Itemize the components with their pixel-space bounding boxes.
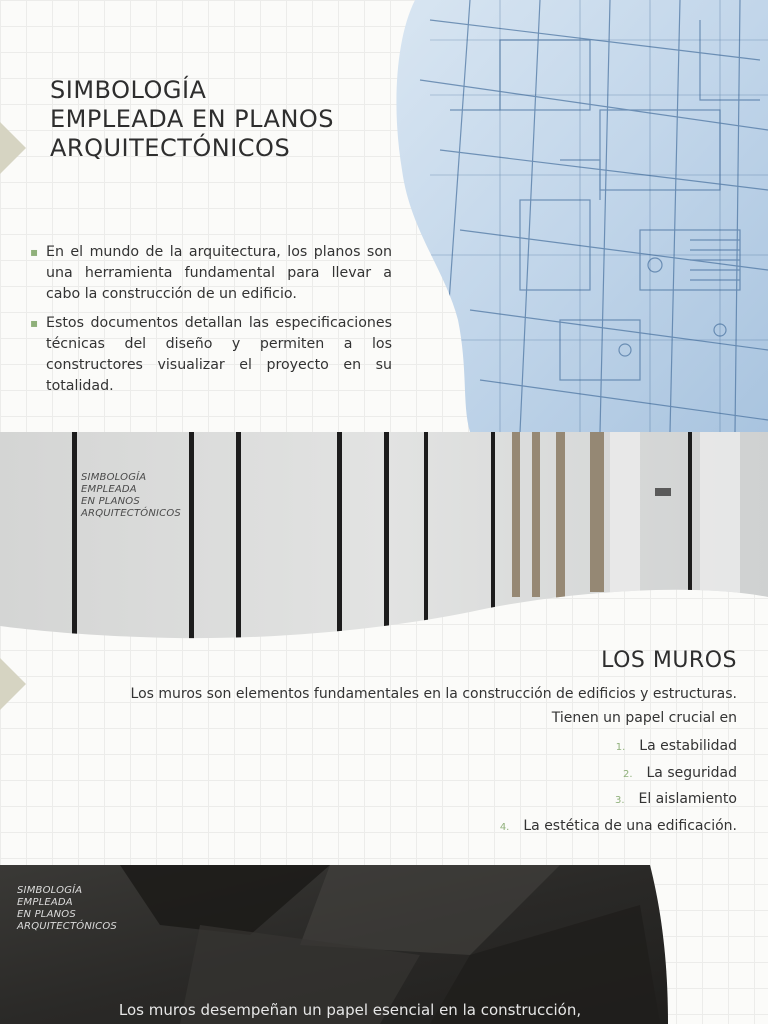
muros-paragraph-line: Los muros son elementos fundamentales en la construcción de edificios y estructuras. bbox=[130, 686, 737, 702]
bullet-text: En el mundo de la arquitectura, los planos son una herramienta fundamental para llevar a cabo la construcción de un edificio. bbox=[46, 244, 392, 302]
overlay-title-line: ARQUITECTÓNICOS bbox=[81, 508, 181, 519]
overlay-title-line: EMPLEADA bbox=[81, 484, 137, 495]
list-text: La estética de una edificación. bbox=[523, 817, 737, 834]
decorative-arrow-marker bbox=[0, 658, 26, 710]
intro-bullet-list bbox=[30, 242, 392, 405]
page-title bbox=[50, 76, 390, 163]
list-number: 1. bbox=[615, 742, 626, 753]
overlay-title-line: EN PLANOS bbox=[81, 496, 140, 507]
photo-overlay-title bbox=[81, 472, 181, 520]
overlay-title-line: ARQUITECTÓNICOS bbox=[17, 921, 117, 932]
muros-description: Los muros desempeñan un papel esencial en la construcción, bbox=[118, 1001, 582, 1019]
list-number: 3. bbox=[614, 795, 625, 806]
title-line: ARQUITECTÓNICOS bbox=[50, 134, 291, 162]
bullet-item bbox=[30, 242, 392, 305]
roles-numbered-list bbox=[500, 734, 737, 840]
bullet-text: Estos documentos detallan las especificaciones técnicas del diseño y permiten a los constructores visualizar el proyecto en su totalidad. bbox=[46, 315, 392, 394]
list-item bbox=[500, 814, 737, 841]
list-text: La estabilidad bbox=[639, 738, 737, 754]
list-number: 4. bbox=[499, 821, 510, 833]
slide-intro bbox=[0, 0, 768, 432]
overlay-title-line: SIMBOLOGÍA bbox=[17, 885, 83, 896]
list-text: La seguridad bbox=[646, 764, 737, 781]
bullet-item bbox=[30, 313, 392, 397]
list-item bbox=[500, 734, 737, 761]
slide-los-muros bbox=[0, 432, 768, 865]
muros-paragraph-line: Tienen un papel crucial en bbox=[551, 710, 737, 726]
square-bullet-icon: ▪ bbox=[30, 245, 39, 259]
slide-dark-photo bbox=[0, 865, 768, 1024]
decorative-arrow-marker bbox=[0, 122, 26, 174]
overlay-title-line: EMPLEADA bbox=[17, 897, 73, 908]
title-line: EMPLEADA EN PLANOS bbox=[50, 105, 335, 133]
list-text: El aislamiento bbox=[638, 791, 737, 807]
section-heading: LOS MUROS bbox=[601, 648, 737, 673]
square-bullet-icon: ▪ bbox=[30, 316, 39, 330]
photo-overlay-title bbox=[17, 885, 117, 933]
overlay-title-line: EN PLANOS bbox=[17, 909, 76, 920]
wall-columns-photo bbox=[0, 432, 768, 647]
list-item bbox=[500, 761, 737, 788]
title-line: SIMBOLOGÍA bbox=[50, 76, 207, 104]
list-number: 2. bbox=[622, 768, 633, 780]
list-item bbox=[500, 787, 737, 814]
overlay-title-line: SIMBOLOGÍA bbox=[81, 472, 147, 483]
